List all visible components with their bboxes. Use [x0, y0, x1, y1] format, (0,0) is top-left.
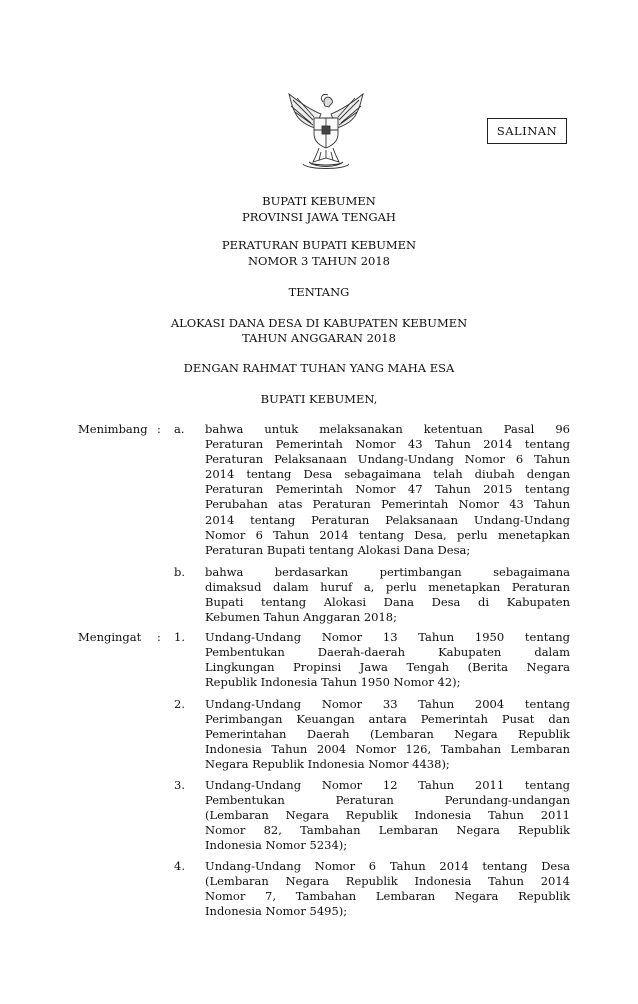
text-line: Kebumen Tahun Anggaran 2018;	[205, 610, 397, 625]
item-marker: 1.	[174, 630, 185, 644]
text-line: Indonesia Nomor 5234);	[205, 838, 348, 853]
item-marker: b.	[174, 565, 186, 579]
text-line: Indonesia Nomor 5495);	[205, 904, 348, 919]
mengingat-item-4	[205, 859, 570, 919]
menimbang-label: Menimbang	[78, 422, 148, 436]
blessing-line: DENGAN RAHMAT TUHAN YANG MAHA ESA	[183, 361, 455, 375]
text-line: 2014 tentang Desa sebagaimana telah diubah dengan	[205, 467, 570, 482]
text-line: Republik Indonesia Tahun 1950 Nomor 42);	[205, 675, 461, 690]
text-line: (Lembaran Negara Republik Indonesia Tahun 2011	[205, 808, 570, 823]
regulation-number: NOMOR 3 TAHUN 2018	[247, 254, 391, 268]
text-line: Nomor 6 Tahun 2014 tentang Desa, perlu menetapkan	[205, 527, 570, 542]
text-line: Perubahan atas Peraturan Pemerintah Nomor 43 Tahun	[205, 497, 570, 512]
text-line: Pembentukan Peraturan Perundang-undangan	[205, 793, 570, 808]
text-line: Peraturan Pemerintah Nomor 47 Tahun 2015 tentang	[205, 482, 570, 497]
text-line: Nomor 7, Tambahan Lembaran Negara Republik	[205, 889, 570, 904]
about-label: TENTANG	[288, 285, 350, 299]
mengingat-colon: :	[157, 630, 161, 644]
text-line: Peraturan Bupati tentang Alokasi Dana Desa;	[205, 542, 471, 557]
text-line: Nomor 82, Tambahan Lembaran Negara Republik	[205, 823, 570, 838]
item-marker: a.	[174, 422, 185, 436]
text-line: Undang-Undang Nomor 6 Tahun 2014 tentang Desa	[205, 859, 570, 873]
mengingat-label: Mengingat	[78, 630, 142, 644]
regulation-title-line-2: TAHUN ANGGARAN 2018	[242, 331, 396, 345]
text-line: Undang-Undang Nomor 33 Tahun 2004 tentang	[205, 697, 570, 711]
item-marker: 2.	[174, 697, 185, 711]
text-line: bahwa untuk melaksanakan ketentuan Pasal 96	[205, 422, 570, 436]
salinan-stamp: SALINAN	[487, 118, 567, 144]
text-line: Pemerintahan Daerah (Lembaran Negara Republik	[205, 727, 570, 742]
text-line: Negara Republik Indonesia Nomor 4438);	[205, 757, 450, 772]
issuer-heading: BUPATI KEBUMEN	[262, 194, 376, 208]
text-line: Peraturan Pemerintah Nomor 43 Tahun 2014 tentang	[205, 437, 570, 452]
menimbang-item-b	[205, 565, 570, 625]
text-line: (Lembaran Negara Republik Indonesia Tahun 2014	[205, 874, 570, 889]
province-heading: PROVINSI JAWA TENGAH	[242, 210, 396, 224]
text-line: Indonesia Tahun 2004 Nomor 126, Tambahan Lembaran	[205, 742, 570, 757]
garuda-emblem-icon	[283, 92, 369, 172]
text-line: Bupati tentang Alokasi Dana Desa di Kabupaten	[205, 595, 570, 610]
text-line: Perimbangan Keuangan antara Pemerintah Pusat dan	[205, 712, 570, 727]
regulation-title-line-1: ALOKASI DANA DESA DI KABUPATEN KEBUMEN	[170, 316, 468, 330]
item-marker: 3.	[174, 778, 185, 792]
signatory-line: BUPATI KEBUMEN,	[260, 392, 378, 406]
mengingat-item-2	[205, 697, 570, 772]
text-line: Lingkungan Propinsi Jawa Tengah (Berita Negara	[205, 660, 570, 675]
text-line: Undang-Undang Nomor 13 Tahun 1950 tentang	[205, 630, 570, 644]
menimbang-colon: :	[157, 422, 161, 436]
text-line: dimaksud dalam huruf a, perlu menetapkan Peraturan	[205, 580, 570, 595]
mengingat-item-1	[205, 630, 570, 690]
text-line: bahwa berdasarkan pertimbangan sebagaimana	[205, 565, 570, 579]
menimbang-item-a	[205, 422, 570, 558]
item-marker: 4.	[174, 859, 185, 873]
text-line: 2014 tentang Peraturan Pelaksanaan Undang-Undang	[205, 512, 570, 527]
text-line: Undang-Undang Nomor 12 Tahun 2011 tentang	[205, 778, 570, 792]
regulation-type: PERATURAN BUPATI KEBUMEN	[221, 238, 417, 252]
text-line: Pembentukan Daerah-daerah Kabupaten dalam	[205, 645, 570, 660]
mengingat-item-3	[205, 778, 570, 853]
text-line: Peraturan Pelaksanaan Undang-Undang Nomor 6 Tahun	[205, 452, 570, 467]
